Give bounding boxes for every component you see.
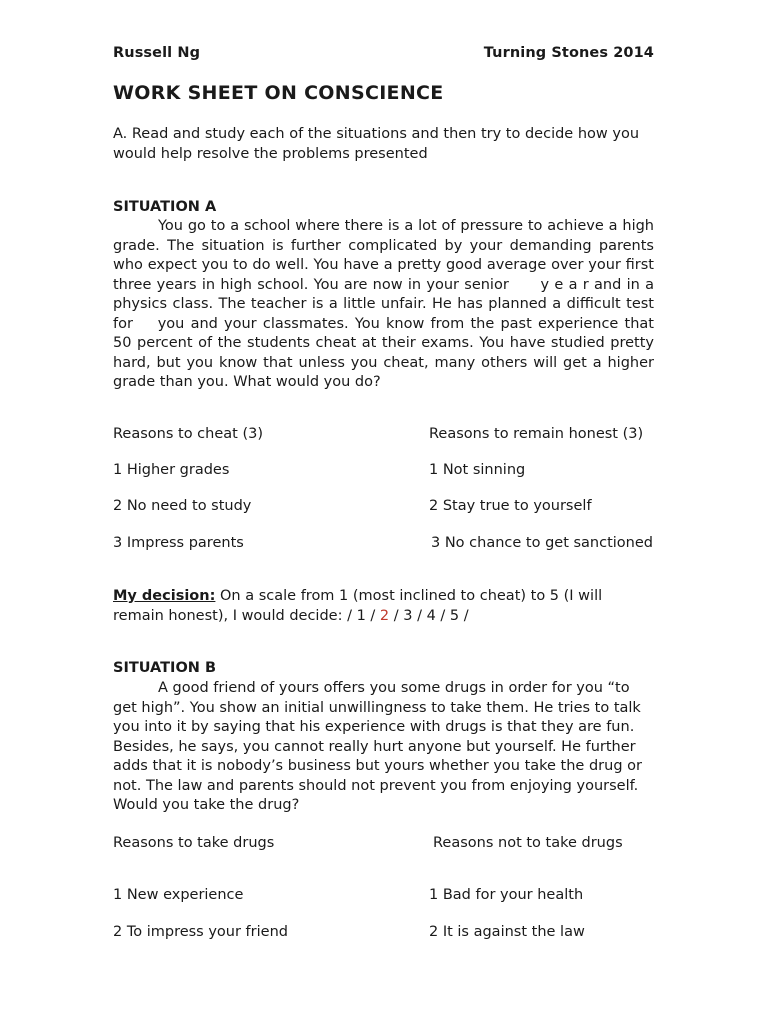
reason-not-take-item: 2 It is against the law [429, 924, 585, 940]
decision-label: My decision: [113, 588, 216, 604]
situation-a-heading: SITUATION A [113, 199, 217, 215]
reason-honest-item: 3 No chance to get sanctioned [431, 535, 653, 551]
situation-a-text: You go to a school where there is a lot of pressure to achieve a high grade. The situation is further complicated by your demanding parents who expect you to do well. You have a pretty good average over your first three years in high school. You are now in your senior y e a r and in a physics class. The teacher is a little unfair. He has planned a difficult test for you and your classmates. You know from the past experience that 50 percent of the students cheat at their exams. You have studied pretty hard, but you know that unless you cheat, many others will get a higher grade than you. What would you do? [113, 218, 654, 390]
situation-b-text: A good friend of yours offers you some drugs in order for you “to get high”. You show an initial unwillingness to take them. He tries to talk you into it by saying that his experience with drugs is that they are fun. Besides, he says, you cannot really hurt anyone but yourself. He further adds that it is nobody’s business but yours whether you take the drug or not. The law and parents should not prevent you from enjoying yourself. Would you take the drug? [113, 680, 642, 813]
reason-take-item: 1 New experience [113, 887, 244, 903]
decision-paragraph [113, 587, 654, 626]
reason-honest-item: 1 Not sinning [429, 462, 526, 478]
instructions-text: A. Read and study each of the situations and then try to decide how you would help resolve the problems presented [113, 126, 640, 162]
reasons-cheat-header: Reasons to cheat (3) [113, 426, 263, 442]
reason-cheat-item: 2 No need to study [113, 498, 252, 514]
source-title: Turning Stones 2014 [483, 45, 654, 61]
author-name: Russell Ng [113, 45, 201, 61]
page-title: WORK SHEET ON CONSCIENCE [113, 82, 444, 104]
reason-cheat-item: 1 Higher grades [113, 462, 230, 478]
reason-not-take-item: 1 Bad for your health [429, 887, 584, 903]
decision-scale-text: On a scale from 1 (most inclined to cheat) to 5 (I will remain honest), I would decide: / 1 / [113, 588, 603, 624]
situation-b-heading: SITUATION B [113, 660, 217, 676]
decision-selected-value: 2 [379, 607, 390, 624]
reason-cheat-item: 3 Impress parents [113, 535, 244, 551]
reasons-take-drugs-header: Reasons to take drugs [113, 835, 275, 851]
reasons-not-take-drugs-header: Reasons not to take drugs [433, 835, 623, 851]
reasons-honest-header: Reasons to remain honest (3) [429, 426, 644, 442]
decision-scale-text-end: / 3 / 4 / 5 / [389, 607, 469, 624]
reason-honest-item: 2 Stay true to yourself [429, 498, 592, 514]
page-header [113, 45, 654, 61]
reason-take-item: 2 To impress your friend [113, 924, 288, 940]
